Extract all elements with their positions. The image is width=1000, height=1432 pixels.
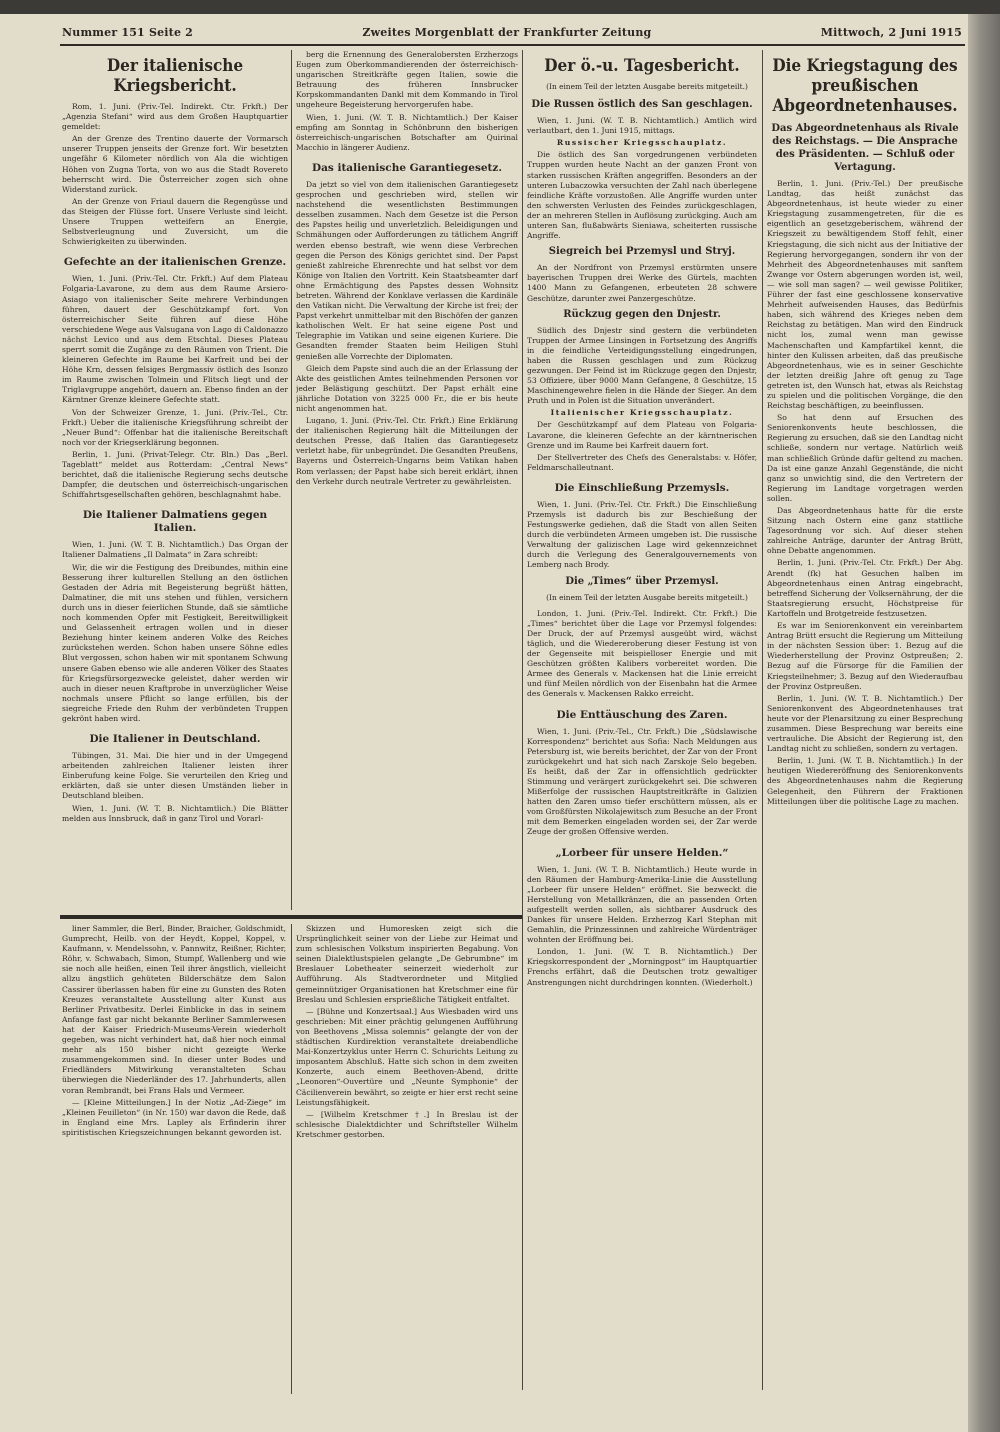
- column-divider: [522, 50, 523, 1390]
- article-headline: Die Italiener Dalmatiens gegen Italien.: [82, 509, 268, 535]
- article-paragraph: — [Kleine Mitteilungen.] In der Notiz „Ad-Ziege“ im „Kleinen Feuilleton“ (in Nr. 150) war davon die Rede, daß in England eine Mrs. Lapley als Erfinderin ihrer spiritistischen Kriegszeichnungen bekannt geworden ist.: [62, 1097, 286, 1137]
- article-paragraph: Wir, die wir die Festigung des Dreibundes, mithin eine Besserung ihrer kulturellen Stellung an den östlichen Gestaden der Adria mit Begeisterung begrüßt hätten, Dalmatiner, die mit uns stehen und fühlen, versichern durch uns in dieser feierlichen Stunde, daß sie sämtliche noch kommenden Opfer mit Festigkeit, Bereitwilligkeit und Gelassenheit ertragen wollen und in dieser Beziehung hinter keinem anderen Volke des Reiches zurückstehen werden. Schon haben unsere Söhne edles Blut vergossen, schon haben wir mit spontanem Schwung unsere Gaben ebenso wie alle anderen Völker des Staates für Kriegsfürsorgezwecke geleistet, daher werden wir auch in dieser neuen Kraftprobe in unverzüglicher Weise nochmals unsere Pflicht so lange erfüllen, bis der siegreiche Friede den Ruhm der verbündeten Truppen gekrönt haben wird.: [62, 562, 288, 723]
- article-paragraph: London, 1. Juni. (Priv.-Tel. Indirekt. Ctr. Frkft.) Die „Times“ berichtet über die Lage vor Przemysl folgendes: Der Druck, der auf Przemysl ausgeübt wird, wächst täglich, und die Wiedereroberung dieser Festung ist von der Gegenseite mit beispielloser Energie und mit Geschützen größten Kalibers vorbereitet worden. Die Armee des Generals v. Mackensen hat die Linie erreicht und fünf Meilen nördlich von der Eisenbahn hat die Armee des Generals v. Mackensen Rakko erreicht.: [527, 608, 757, 699]
- article-paragraph: berg die Ernennung des Generalobersten Erzherzogs Eugen zum Oberkommandierenden der österreichisch-ungarischen Streitkräfte gegen Italien, sowie die Betrauung des früheren Innsbrucker Korpskommandanten Dankl mit dem Kommando in Tirol ungeheure Begeisterung hervorgerufen habe.: [296, 50, 518, 110]
- masthead: [62, 26, 962, 42]
- article-headline: Die Russen östlich des San geschlagen.: [531, 99, 753, 111]
- column-divider: [291, 50, 292, 910]
- article-headline: „Lorbeer für unsere Helden.“: [555, 846, 729, 859]
- article-paragraph: London, 1. Juni. (W. T. B. Nichtamtlich.) Der Kriegskorrespondent der „Morningpost“ im Hauptquartier Frenchs erfährt, daß die Deutschen trotz gewaltiger Anstrengungen nicht durchdringen konnten. (Wiederholt.): [527, 947, 757, 987]
- section-label: Russischer Kriegsschauplatz.: [556, 138, 728, 148]
- feuilleton-column-1: [62, 924, 286, 1394]
- article-paragraph: Skizzen und Humoresken zeigt sich die Ursprünglichkeit seiner von der Liebe zur Heimat und zum schlesischen Volkstum inspirierten Begabung. Von seinen Dialektlustspielen gelangte „De Gebrumbne“ im Breslauer Lobetheater seinerzeit wiederholt zur Aufführung. Als Stadtverordneter und Mitglied gemeinnütziger Organisationen hat Kretschmer eine für Breslau und Schlesien ersprießliche Tätigkeit entfaltet.: [296, 924, 518, 1004]
- article-paragraph: Berlin, 1. Juni. (Priv.-Tel.) Der preußische Landtag, das heißt zunächst das Abgeordnetenhaus, ist heute wieder zu einer Kriegstagung zusammengetreten, für die es eigentlich an gesetzgeberischem, während der Kriegszeit zu bewältigendem Stoff fehlt, einer Kriegstagung, die sich nicht aus der Initiative der Regierung hervorgegangen, sondern ihr von der Mehrheit des Abgeordnetenhauses mit sanftem Zwange vor Ostern abgerungen worden ist, weil, — wie soll man sagen? — weil gewisse Politiker, Führer der fast eine geschlossene konservative Mehrheit aufweisenden Hauses, das Bedürfnis haben, sich während des Krieges neben dem Reichstag zu betätigen. Man wird den Eindruck nicht los, zumal wenn man gewisse Machenschaften und Kampfartikel kennt, die hinter den Kulissen arbeiten, daß das preußische Abgeordnetenhaus, wie es in seiner Geschichte der letzten dreißig Jahre oft genug zu Tage getreten ist, den Wunsch hat, etwas als Reichstag zu spielen und die politischen Vorgänge, die den Reichstag beschäftigen, zu beeinflussen.: [767, 179, 963, 411]
- article-paragraph: Es war im Seniorenkonvent ein vereinbartem Antrag Brütt ersucht die Regierung um Mitteilung in der nächsten Session über: 1. Bezug auf die Wiederherstellung der Provinz Ostpreußen; 2. Bezug auf die Fürsorge für die Familien der Kriegsteilnehmer; 3. Bezug auf den Wiederaufbau der Provinz Ostpreußen.: [767, 621, 963, 691]
- section-label: Italienischer Kriegsschauplatz.: [550, 408, 734, 418]
- article-paragraph: Tübingen, 31. Mai. Die hier und in der Umgegend arbeitenden zahlreichen Italiener leisten ihrer Einberufung keine Folge. Sie verurteilen den Krieg und erklärten, daß sie unter diesen Umständen lieber in Deutschland bleiben.: [62, 751, 288, 801]
- article-paragraph: Von der Schweizer Grenze, 1. Juni. (Priv.-Tel., Ctr. Frkft.) Ueber die italienische Kriegsführung schreibt der „Neuer Bund“: Offenbar hat die italienische Bereitschaft noch vor der Kriegserklärung begonnen.: [62, 407, 288, 447]
- article-paragraph: Wien, 1. Juni. (W. T. B. Nichtamtlich.) Der Kaiser empfing am Sonntag in Schönbrunn den bisherigen österreichisch-ungarischen Botschafter am Quirinal Macchio in längerer Audienz.: [296, 112, 518, 152]
- article-headline: Rückzug gegen den Dnjestr.: [563, 308, 721, 320]
- article-paragraph: Wien, 1. Juni. (Priv.-Tel., Ctr. Frkft.) Die „Südslawische Korrespondenz“ berichtet aus Sofia: Nach Meldungen aus Petersburg ist, wie bereits berichtet, der Zar von der Front zurückgekehrt und hat sich nach Zarskoje Selo begeben. Es heißt, daß der Zar in offensichtlich gedrückter Stimmung und verärgert zurückgekehrt sei. Die schweren Mißerfolge der russischen Hauptstreitkräfte in Galizien hatten den Zaren umso tiefer erschüttern müssen, als er vom Großfürsten Nikolajewitsch zum Besuche an der Front mit dem Bemerken eingeladen worden sei, der Zar werde Zeuge der großen Offensive werden.: [527, 726, 757, 837]
- article-paragraph: Berlin, 1. Juni. (W. T. B. Nichtamtlich.) In der heutigen Wiedereröffnung des Seniorenkonvents des Abgeordnetenhauses nahm die Regierung Gelegenheit, den Führern der Fraktionen Mitteilungen über die politische Lage zu machen.: [767, 756, 963, 806]
- article-paragraph: Lugano, 1. Juni. (Priv.-Tel. Ctr. Frkft.) Eine Erklärung der italienischen Regierung hält die Mitteilungen der deutschen Presse, daß Italien das Garantiegesetz verletzt habe, für unbegründet. Die Gesandten Preußens, Bayerns und Österreich-Ungarns beim Vatikan haben Rom verlassen; der Papst habe sich bereit erklärt, ihnen den Verkehr durch neutrale Vertreter zu gewährleisten.: [296, 416, 518, 486]
- article-note: (In einem Teil der letzten Ausgabe bereits mitgeteilt.): [546, 82, 748, 91]
- article-paragraph: Berlin, 1. Juni. (Privat-Telegr. Ctr. Bln.) Das „Berl. Tageblatt“ meldet aus Rotterdam: „Central News“ berichtet, daß die italienische Regierung sechs deutsche Dampfer, die deutschen und österreichisch-ungarischen Schiffahrtsgesellschaften gehören, beschlagnahmt habe.: [62, 449, 288, 500]
- newspaper-title: Zweites Morgenblatt der Frankfurter Zeitung: [362, 26, 652, 39]
- article-paragraph: Wien, 1. Juni. (Priv.-Tel. Ctr. Frkft.) Auf dem Plateau Folgaria-Lavarone, zu dem aus dem Raume Arsiero-Asiago von italienischer Seite mehrere Verbindungen führen, dauert der Geschützkampf fort. Von österreichischer Seite führen auf diese Höhe verschiedene Wege aus Valsugana von Lago di Caldonazzo nächst Levico und aus dem Etschtal. Dieses Plateau sperrt somit die Zugänge zu den Räumen von Trient. Die kleineren Gefechte im Raume bei Karfreit und bei der Höhe Krn, dessen felsiges Bergmassiv östlich des Isonzo im Raume zwischen Tolmein und Flitsch liegt und der Triglavgruppe angehört, dauern an. Ebenso finden an der Kärntner Grenze kleinere Gefechte statt.: [62, 274, 288, 405]
- feuilleton-rule: [60, 915, 522, 919]
- article-headline: Die Enttäuschung des Zaren.: [556, 708, 728, 721]
- column-divider: [762, 50, 763, 1390]
- article-headline: Das italienische Garantiegesetz.: [311, 161, 502, 174]
- issue-page-number: Nummer 151 Seite 2: [62, 26, 194, 39]
- article-paragraph: Wien, 1. Juni. (W. T. B. Nichtamtlich.) Die Blätter melden aus Innsbruck, daß in ganz Tirol und Vorarl-: [62, 803, 288, 823]
- article-headline: Das Abgeordnetenhaus als Rivale des Reichstags. — Die Ansprache des Präsidenten. — Schluß oder Vertagung.: [771, 123, 959, 173]
- column-2: [296, 50, 518, 910]
- article-headline: Die Einschließung Przemysls.: [554, 481, 730, 494]
- feuilleton-column-2: [296, 924, 518, 1394]
- article-paragraph: Südlich des Dnjestr sind gestern die verbündeten Truppen der Armee Linsingen in Fortsetzung des Angriffs in die feindliche Verteidigungsstellung eingedrungen, haben die Russen geschlagen und zum Rückzug gezwungen. Der Feind ist im Rückzuge gegen den Dnjestr, 53 Offiziere, über 9000 Mann Gefangene, 8 Geschütze, 15 Maschinengewehre fielen in die Hände der Sieger. An dem Pruth und in Polen ist die Situation unverändert.: [527, 325, 757, 406]
- article-paragraph: — [Wilhelm Kretschmer †.] In Breslau ist der schlesische Dialektdichter und Schriftsteller Wilhelm Kretschmer gestorben.: [296, 1109, 518, 1139]
- article-paragraph: Der Stellvertreter des Chefs des Generalstabs: v. Höfer, Feldmarschalleutnant.: [527, 452, 757, 472]
- article-headline: Die „Times“ über Przemysl.: [565, 575, 719, 587]
- article-paragraph: liner Sammler, die Berl, Binder, Braicher, Goldschmidt, Gumprecht, Heilb. von der Heydt, Koppel, Koppel, v. Kaufmann, v. Mendelssohn, v. Pannwitz, Reißner, Richter, Röhr, v. Schwabach, Simon, Stumpf, Wallenberg und wie sie noch alle heißen, einen Teil ihrer ängstlich, vielleicht allzu ängstlich gehüteten Bilderschätze dem Salon Cassirer überlassen haben für eine zu Gunsten des Roten Kreuzes veranstaltete Ausstellung alter Kunst aus Berliner Privatbesitz. Derlei Einblicke in das in seinem Anfange fast gar nicht bekannte Berliner Sammlerwesen hat der Kaiser Friedrich-Museums-Verein wiederholt gegeben, was nicht verhindert hat, daß hier noch einmal mehr als 150 bisher nicht gezeigte Werke zusammengekommen sind. In dieser unter Bodes und Friedländers Mitwirkung veranstalteten Schau überwiegen die Niederländer des 17. Jahrhunderts, allen voran Rembrandt, bei Frans Hals und Vermeer.: [62, 924, 286, 1095]
- article-paragraph: Wien, 1. Juni. (W. T. B. Nichtamtlich.) Das Organ der Italiener Dalmatiens „Il Dalmata“ in Zara schreibt:: [62, 540, 288, 560]
- article-paragraph: Der Geschützkampf auf dem Plateau von Folgaria-Lavarone, die kleineren Gefechte an der kärntnerischen Grenze und im Raume bei Karfreit dauern fort.: [527, 420, 757, 450]
- column-3: [527, 50, 757, 1390]
- article-paragraph: Wien, 1. Juni. (W. T. B. Nichtamtlich.) Heute wurde in den Räumen der Hamburg-Amerika-Linie die Ausstellung „Lorbeer für unsere Helden“ eröffnet. Sie bezweckt die Herstellung von Metallkränzen, die an passenden Orten aufgestellt werden sollen, als sichtbarer Ausdruck des Dankes für unsere Helden. Erzherzog Karl Stephan mit Gemahlin, die Prinzessinnen und zahlreiche Würdenträger wohnten der Eröffnung bei.: [527, 864, 757, 945]
- article-headline: Die Italiener in Deutschland.: [89, 733, 261, 746]
- article-paragraph: Berlin, 1. Juni. (Priv.-Tel. Ctr. Frkft.) Der Abg. Arendt (fk) hat Gesuchen halben im Abgeordnetenhaus einen Antrag eingebracht, betreffend Sicherung der Volksernährung, der die Staatsregierung ersucht, Höchstpreise für Kartoffeln und Brotgetreide festzusetzen.: [767, 558, 963, 618]
- article-headline: Der italienische Kriegsbericht.: [106, 56, 244, 96]
- article-paragraph: — [Bühne und Konzertsaal.] Aus Wiesbaden wird uns geschrieben: Mit einer prächtig gelungenen Aufführung von Beethovens „Missa solemnis“ gelangte der von der städtischen Kurdirektion veranstaltete dreiabendliche Mai-Konzertzyklus unter Herrn C. Schurichts Leitung zu imposantem Abschluß. Hatte sich schon in dem zweiten Konzerte, auch einem Beethoven-Abend, dritte „Leonoren“-Ouvertüre und „Neunte Symphonie“ der Cäcilienverein bewährt, so zeigte er hier erst recht seine Leistungsfähigkeit.: [296, 1006, 518, 1107]
- article-paragraph: Rom, 1. Juni. (Priv.-Tel. Indirekt. Ctr. Frkft.) Der „Agenzia Stefani“ wird aus dem Großen Hauptquartier gemeldet:: [62, 102, 288, 132]
- article-paragraph: So hat denn auf Ersuchen des Seniorenkonvents heute beschlossen, die Regierung zu ersuchen, daß sie den Landtag nicht schließe, sondern nur vertage. Natürlich weiß man schließlich Gründe dafür geltend zu machen. Da ist eine ganze Anzahl Gegenstände, die nicht ganz so unwichtig sind, die den Vertretern der Regierung im Landtage vorgetragen werden sollen.: [767, 413, 963, 503]
- article-paragraph: Gleich dem Papste sind auch die an der Erlassung der Akte des geistlichen Amtes teilnehmenden Personen vor jeder Belästigung geschützt. Der Papst erhält eine jährliche Dotation von 3225 000 Fr., die er bis heute nicht angenommen hat.: [296, 363, 518, 413]
- article-paragraph: Wien, 1. Juni. (W. T. B. Nichtamtlich.) Amtlich wird verlautbart, den 1. Juni 1915, mittags.: [527, 116, 757, 136]
- article-paragraph: An der Grenze des Trentino dauerte der Vormarsch unserer Truppen jenseits der Grenze fort. Wir besetzten ungefähr 6 Kilometer nördlich von Ala die wichtigen Höhen von Zugna Torta, von wo aus die Stadt Rovereto beherrscht wird. Die Österreicher zogen sich ohne Widerstand zurück.: [62, 134, 288, 194]
- article-headline: Siegreich bei Przemysl und Stryj.: [548, 246, 736, 258]
- issue-date: Mittwoch, 2 Juni 1915: [820, 26, 962, 39]
- article-note: (In einem Teil der letzten Ausgabe bereits mitgeteilt.): [546, 592, 748, 602]
- article-paragraph: Da jetzt so viel von dem italienischen Garantiegesetz gesprochen und geschrieben wird, stellen wir nachstehend die wesentlichsten Bestimmungen desselben zusammen. Nach dem Gesetze ist die Person des Papstes heilig und unverletzlich. Beleidigungen und Schmähungen oder Aufforderungen zu tätlichem Angriff werden ebenso bestraft, wie wenn diese Verbrechen gegen die Person des Königs gerichtet sind. Der Papst genießt zahlreiche Ehrenrechte und hat selbst vor dem Könige von Italien den Vortritt. Kein Staatsbeamter darf ohne Ermächtigung des Papstes dessen Wohnsitz betreten. Während der Konklave verlassen die Kardinäle den Vatikan nicht. Die Verwaltung der Kirche ist frei; der Papst verkehrt unmittelbar mit den Bischöfen der ganzen katholischen Welt. Er hat seine eigene Post und Telegraphie im Vatikan und seine eigenen Kuriere. Die Gesandten fremder Staaten beim Heiligen Stuhl genießen alle Vorrechte der Diplomaten.: [296, 179, 518, 361]
- article-paragraph: An der Nordfront von Przemysl erstürmten unsere bayerischen Truppen drei Werke des Gürtels, machten 1400 Mann zu Gefangenen, erbeuteten 28 schwere Geschütze, darunter zwei Panzergeschütze.: [527, 263, 757, 303]
- scan-top-band: [0, 0, 1000, 14]
- article-headline: Gefechte an der italienischen Grenze.: [63, 256, 287, 269]
- article-paragraph: Berlin, 1. Juni. (W. T. B. Nichtamtlich.) Der Seniorenkonvent des Abgeordnetenhauses trat heute vor der Plenarsitzung zu einer Besprechung zusammen. Diese Besprechung war bereits eine vertrauliche. Die Absicht der Regierung ist, den Landtag nicht zu schließen, sondern zu vertagen.: [767, 693, 963, 754]
- article-paragraph: An der Grenze von Friaul dauern die Regengüsse und das Steigen der Flüsse fort. Unsere Verluste sind leicht. Unsere Truppen wetteifern an Energie, Selbstverleugnung und Zuversicht, um die Schwierigkeiten zu überwinden.: [62, 196, 288, 247]
- column-divider: [291, 924, 292, 1394]
- masthead-rule: [60, 44, 965, 46]
- article-paragraph: Die östlich des San vorgedrungenen verbündeten Truppen wurden heute Nacht an der ganzen Front von starken russischen Kräften angegriffen. Besonders an der unteren Lubaczowka versuchten der Zahl nach überlegene feindliche Kräfte vorzustoßen. Alle Angriffe wurden unter den schwersten Verlusten des Feindes zurückgeschlagen, der an mehreren Stellen in Auflösung zurückging. Auch am unteren San, flußabwärts Sieniawa, scheiterten russische Angriffe.: [527, 150, 757, 241]
- column-1: [62, 50, 288, 912]
- scan-edge: [968, 0, 1000, 1432]
- article-headline: Der ö.-u. Tagesbericht.: [544, 56, 740, 76]
- article-paragraph: Wien, 1. Juni. (Priv.-Tel. Ctr. Frkft.) Die Einschließung Przemysls ist dadurch bis zur Beschießung der Festungswerke gediehen, daß die Stadt von allen Seiten durch die verbündeten Armeen umgeben ist. Die russische Verwaltung der galizischen Lage wird gekennzeichnet durch die Verlegung des Generalgouvernements von Lemberg nach Brody.: [527, 499, 757, 570]
- column-4: [767, 50, 963, 1390]
- article-headline: Die Kriegstagung des preußischen Abgeordnetenhauses.: [772, 56, 958, 116]
- article-paragraph: Das Abgeordnetenhaus hatte für die erste Sitzung nach Ostern eine ganz stattliche Tagesordnung vor sich. Auf dieser stehen zahlreiche Anträge, darunter der Antrag Brütt, ohne Debatte angenommen.: [767, 506, 963, 556]
